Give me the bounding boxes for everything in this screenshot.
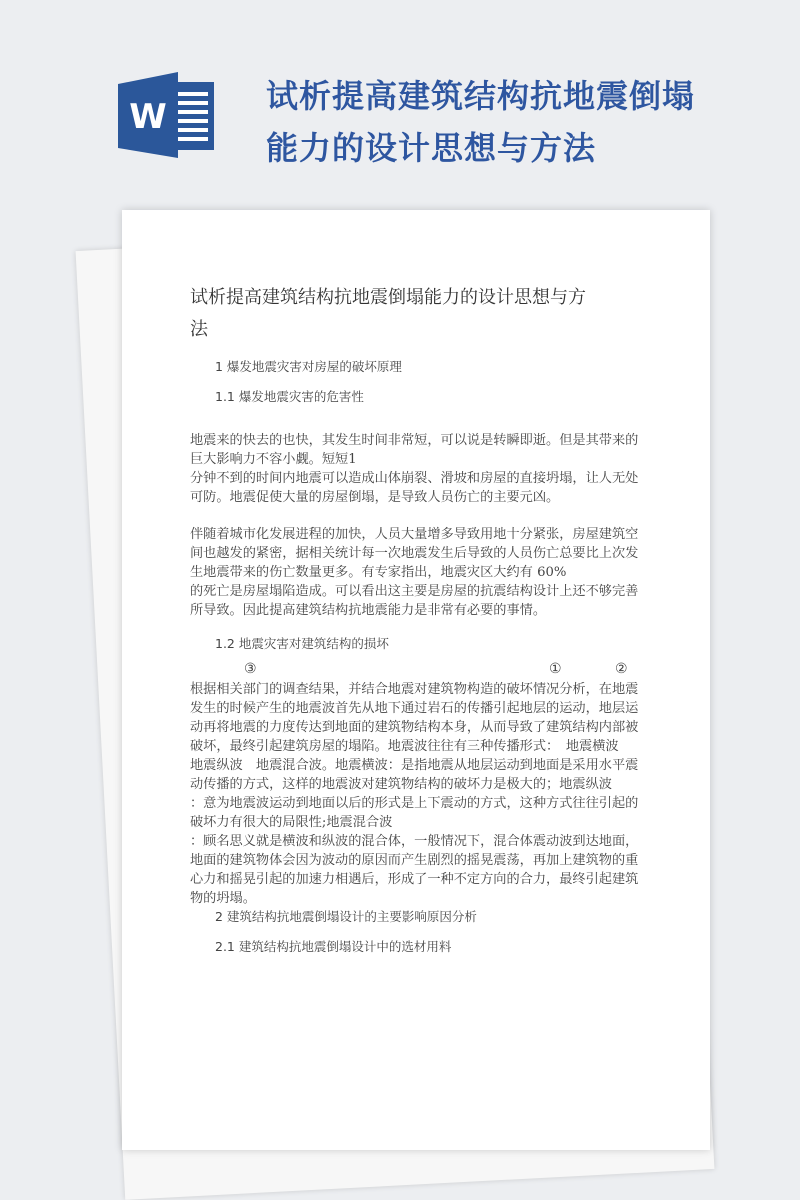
text-line: 破坏力有很大的局限性;地震混合波 [190, 815, 393, 830]
text-line: 动再将地震的力度传达到地面的建筑物结构本身，从而导致了建筑结构内部被 [190, 720, 639, 735]
title-line: 试析提高建筑结构抗地震倒塌能力的设计思想与方 [190, 287, 586, 308]
header [0, 0, 800, 200]
heading-1: 1 爆发地震灾害对房屋的破坏原理 [215, 359, 402, 374]
text-line: 根据相关部门的调查结果，并结合地震对建筑物构造的破坏情况分析，在地震 [190, 682, 639, 697]
title-line: 法 [190, 319, 208, 340]
heading-1-1: 1.1 爆发地震灾害的危害性 [215, 389, 364, 404]
paragraph-3 [190, 680, 670, 908]
text-line: 巨大影响力不容小觑。短短1 [190, 452, 357, 467]
svg-text:W: W [129, 97, 167, 137]
circled-number-2: ② [615, 661, 628, 677]
text-line: 心力和摇晃引起的加速力相遇后，形成了一种不定方向的合力，最终引起建筑 [190, 872, 639, 887]
document-title [190, 282, 670, 346]
text-line: 破坏，最终引起建筑房屋的塌陷。地震波往往有三种传播形式： 地震横波 [190, 739, 619, 754]
text-line: 动传播的方式，这样的地震波对建筑物结构的破坏力是极大的；地震纵波 [190, 777, 612, 792]
circled-number-1: ① [549, 661, 562, 677]
text-line: 地震纵波 地震混合波。地震横波：是指地震从地层运动到地面是采用水平震 [190, 758, 639, 773]
text-line: ：顾名思义就是横波和纵波的混合体，一般情况下，混合体震动波到达地面， [190, 834, 639, 849]
text-line: 生地震带来的伤亡数量更多。有专家指出，地震灾区大约有 60% [190, 565, 567, 580]
text-line: 可防。地震促使大量的房屋倒塌，是导致人员伤亡的主要元凶。 [190, 490, 560, 505]
heading-1-2: 1.2 地震灾害对建筑结构的损坏 [215, 636, 389, 651]
text-line: 发生的时候产生的地震波首先从地下通过岩石的传播引起地层的运动，地层运 [190, 701, 639, 716]
text-line: 地震来的快去的也快，其发生时间非常短，可以说是转瞬即逝。但是其带来的 [190, 433, 639, 448]
text-line: 所导致。因此提高建筑结构抗地震能力是非常有必要的事情。 [190, 603, 547, 618]
word-logo-icon [112, 70, 216, 160]
paragraph-1 [190, 431, 670, 507]
text-line: 地面的建筑物体会因为波动的原因而产生剧烈的摇晃震荡，再加上建筑物的重 [190, 853, 639, 868]
header-title [266, 70, 695, 174]
heading-2: 2 建筑结构抗地震倒塌设计的主要影响原因分析 [215, 909, 477, 924]
text-line: ：意为地震波运动到地面以后的形式是上下震动的方式，这种方式往往引起的 [190, 796, 639, 811]
text-line: 伴随着城市化发展进程的加快，人员大量增多导致用地十分紧张，房屋建筑空 [190, 527, 639, 542]
heading-2-1: 2.1 建筑结构抗地震倒塌设计中的选材用料 [215, 939, 452, 954]
text-line: 物的坍塌。 [190, 891, 256, 906]
text-line: 分钟不到的时间内地震可以造成山体崩裂、滑坡和房屋的直接坍塌，让人无处 [190, 471, 639, 486]
circled-number-3: ③ [244, 661, 257, 677]
header-title-line: 试析提高建筑结构抗地震倒塌 [266, 77, 696, 115]
text-line: 的死亡是房屋塌陷造成。可以看出这主要是房屋的抗震结构设计上还不够完善 [190, 584, 639, 599]
paragraph-2 [190, 525, 670, 620]
header-title-line: 能力的设计思想与方法 [266, 129, 597, 167]
text-line: 间也越发的紧密，据相关统计每一次地震发生后导致的人员伤亡总要比上次发 [190, 546, 639, 561]
